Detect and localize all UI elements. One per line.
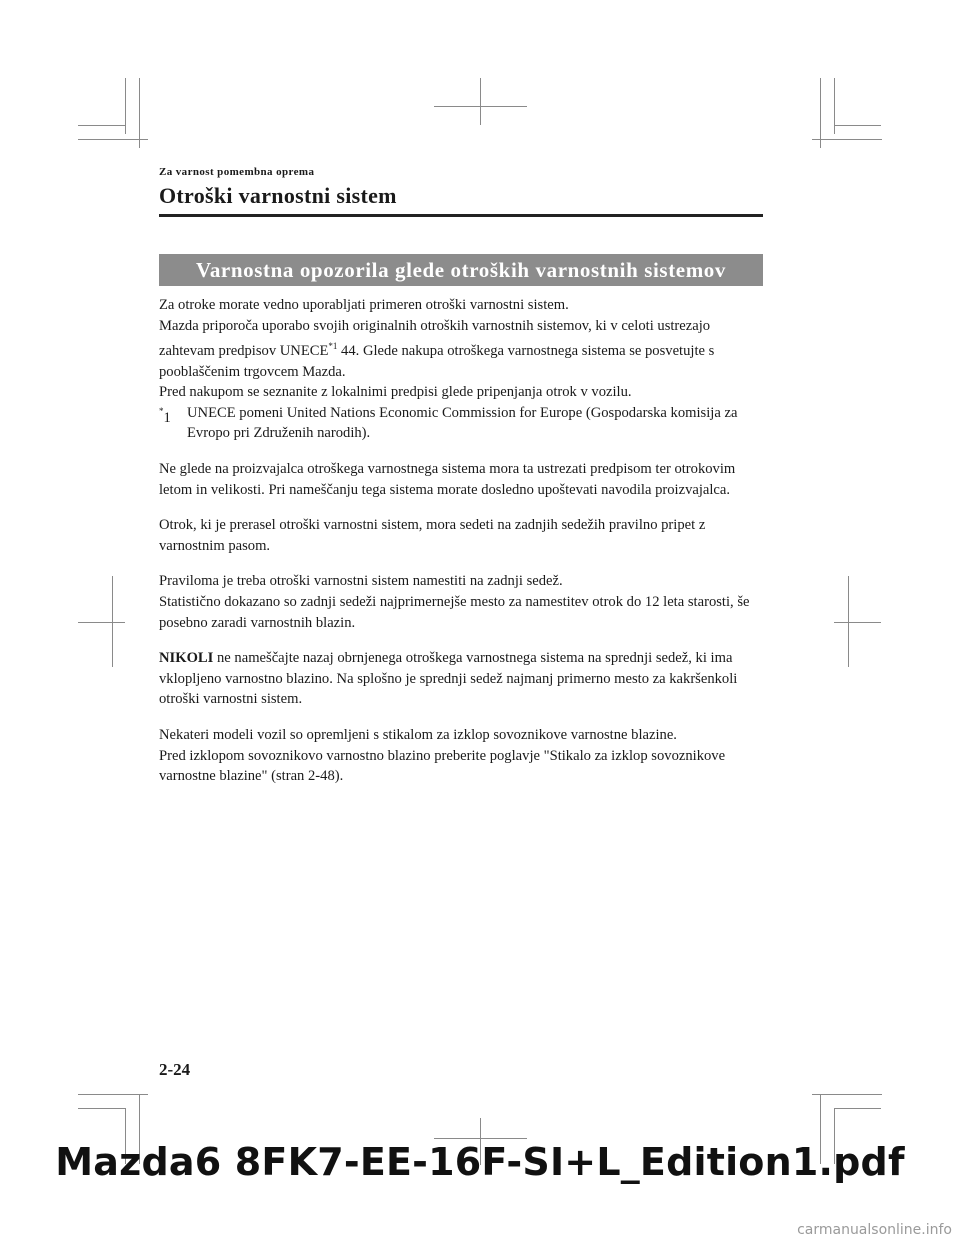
paragraph-outgrown: Otrok, ki je prerasel otroški varnostni sistem, mora sedeti na zadnjih sedežih pravilno pripet z varnostnim pasom. — [159, 517, 706, 554]
footnote-asterisk: * — [159, 405, 164, 416]
paragraph-never — [159, 648, 767, 710]
intro-text: Mazda priporoča uporabo svojih originalnih otroških varnostnih sistemov, ki v celoti ustrezajo zahtevam predpisov UNECE — [159, 317, 711, 360]
title-divider — [159, 214, 763, 217]
warning-banner: Varnostna opozorila glede otroških varnostnih sistemov — [159, 254, 763, 286]
paragraph-manufacturer: Ne glede na proizvajalca otroškega varnostnega sistema mora ta ustrezati predpisom ter otrokovim letom in velikosti. Pri nameščanju tega sistema morate dosledno upoštevati navodila proizvajalca. — [159, 461, 736, 498]
intro-paragraph: Za otroke morate vedno uporabljati primeren otroški varnostni sistem. — [159, 297, 569, 313]
paragraph-airbag-reference: Pred izklopom sovoznikovo varnostno blazino preberite poglavje "Stikalo za izklop sovoznikove varnostne blazine" (stran 2-48). — [159, 747, 726, 785]
paragraph-rear-seat: Praviloma je treba otroški varnostni sistem namestiti na zadnji sedež. — [159, 573, 563, 590]
footnote-reference: *1 — [328, 341, 338, 352]
page-number: 2-24 — [159, 1060, 191, 1079]
never-label: NIKOLI — [159, 650, 214, 667]
intro-paragraph: Pred nakupom se seznanite z lokalnimi predpisi glede pripenjanja otrok v vozilu. — [159, 384, 632, 401]
footnote — [159, 403, 767, 444]
intro-text: 44. Glede nakupa otroškega varnostnega sistema se posvetujte s pooblaščenim trgovcem Mazda. — [159, 343, 715, 380]
intro-paragraph — [159, 316, 767, 383]
never-text: ne nameščajte nazaj obrnjenega otroškega varnostnega sistema na sprednji sedež, ki ima vklopljeno varnostno blazino. Na splošno je sprednji sedež najmanj primerno mesto za kakršenkoli otroški varnostni sistem. — [159, 650, 738, 708]
body-content — [159, 295, 767, 787]
page-title: Otroški varnostni sistem — [159, 183, 397, 208]
footnote-marker — [159, 403, 171, 428]
paragraph-airbag-switch: Nekateri modeli vozil so opremljeni s stikalom za izklop sovoznikove varnostne blazine. — [159, 726, 677, 743]
paragraph-rear-seat-stats: Statistično dokazano so zadnji sedeži najprimernejše mesto za namestitev otrok do 12 leta starosti, še posebno zaradi varnostnih blazin. — [159, 593, 750, 631]
file-watermark: Mazda6 8FK7-EE-16F-SI+L_Edition1.pdf — [55, 1140, 905, 1184]
section-label: Za varnost pomembna oprema — [159, 166, 315, 178]
footnote-number: 1 — [163, 409, 171, 426]
footnote-text: UNECE pomeni United Nations Economic Commission for Europe (Gospodarska komisija za Evropo pri Združenih narodih). — [187, 404, 738, 442]
site-watermark: carmanualsonline.info — [797, 1222, 952, 1238]
